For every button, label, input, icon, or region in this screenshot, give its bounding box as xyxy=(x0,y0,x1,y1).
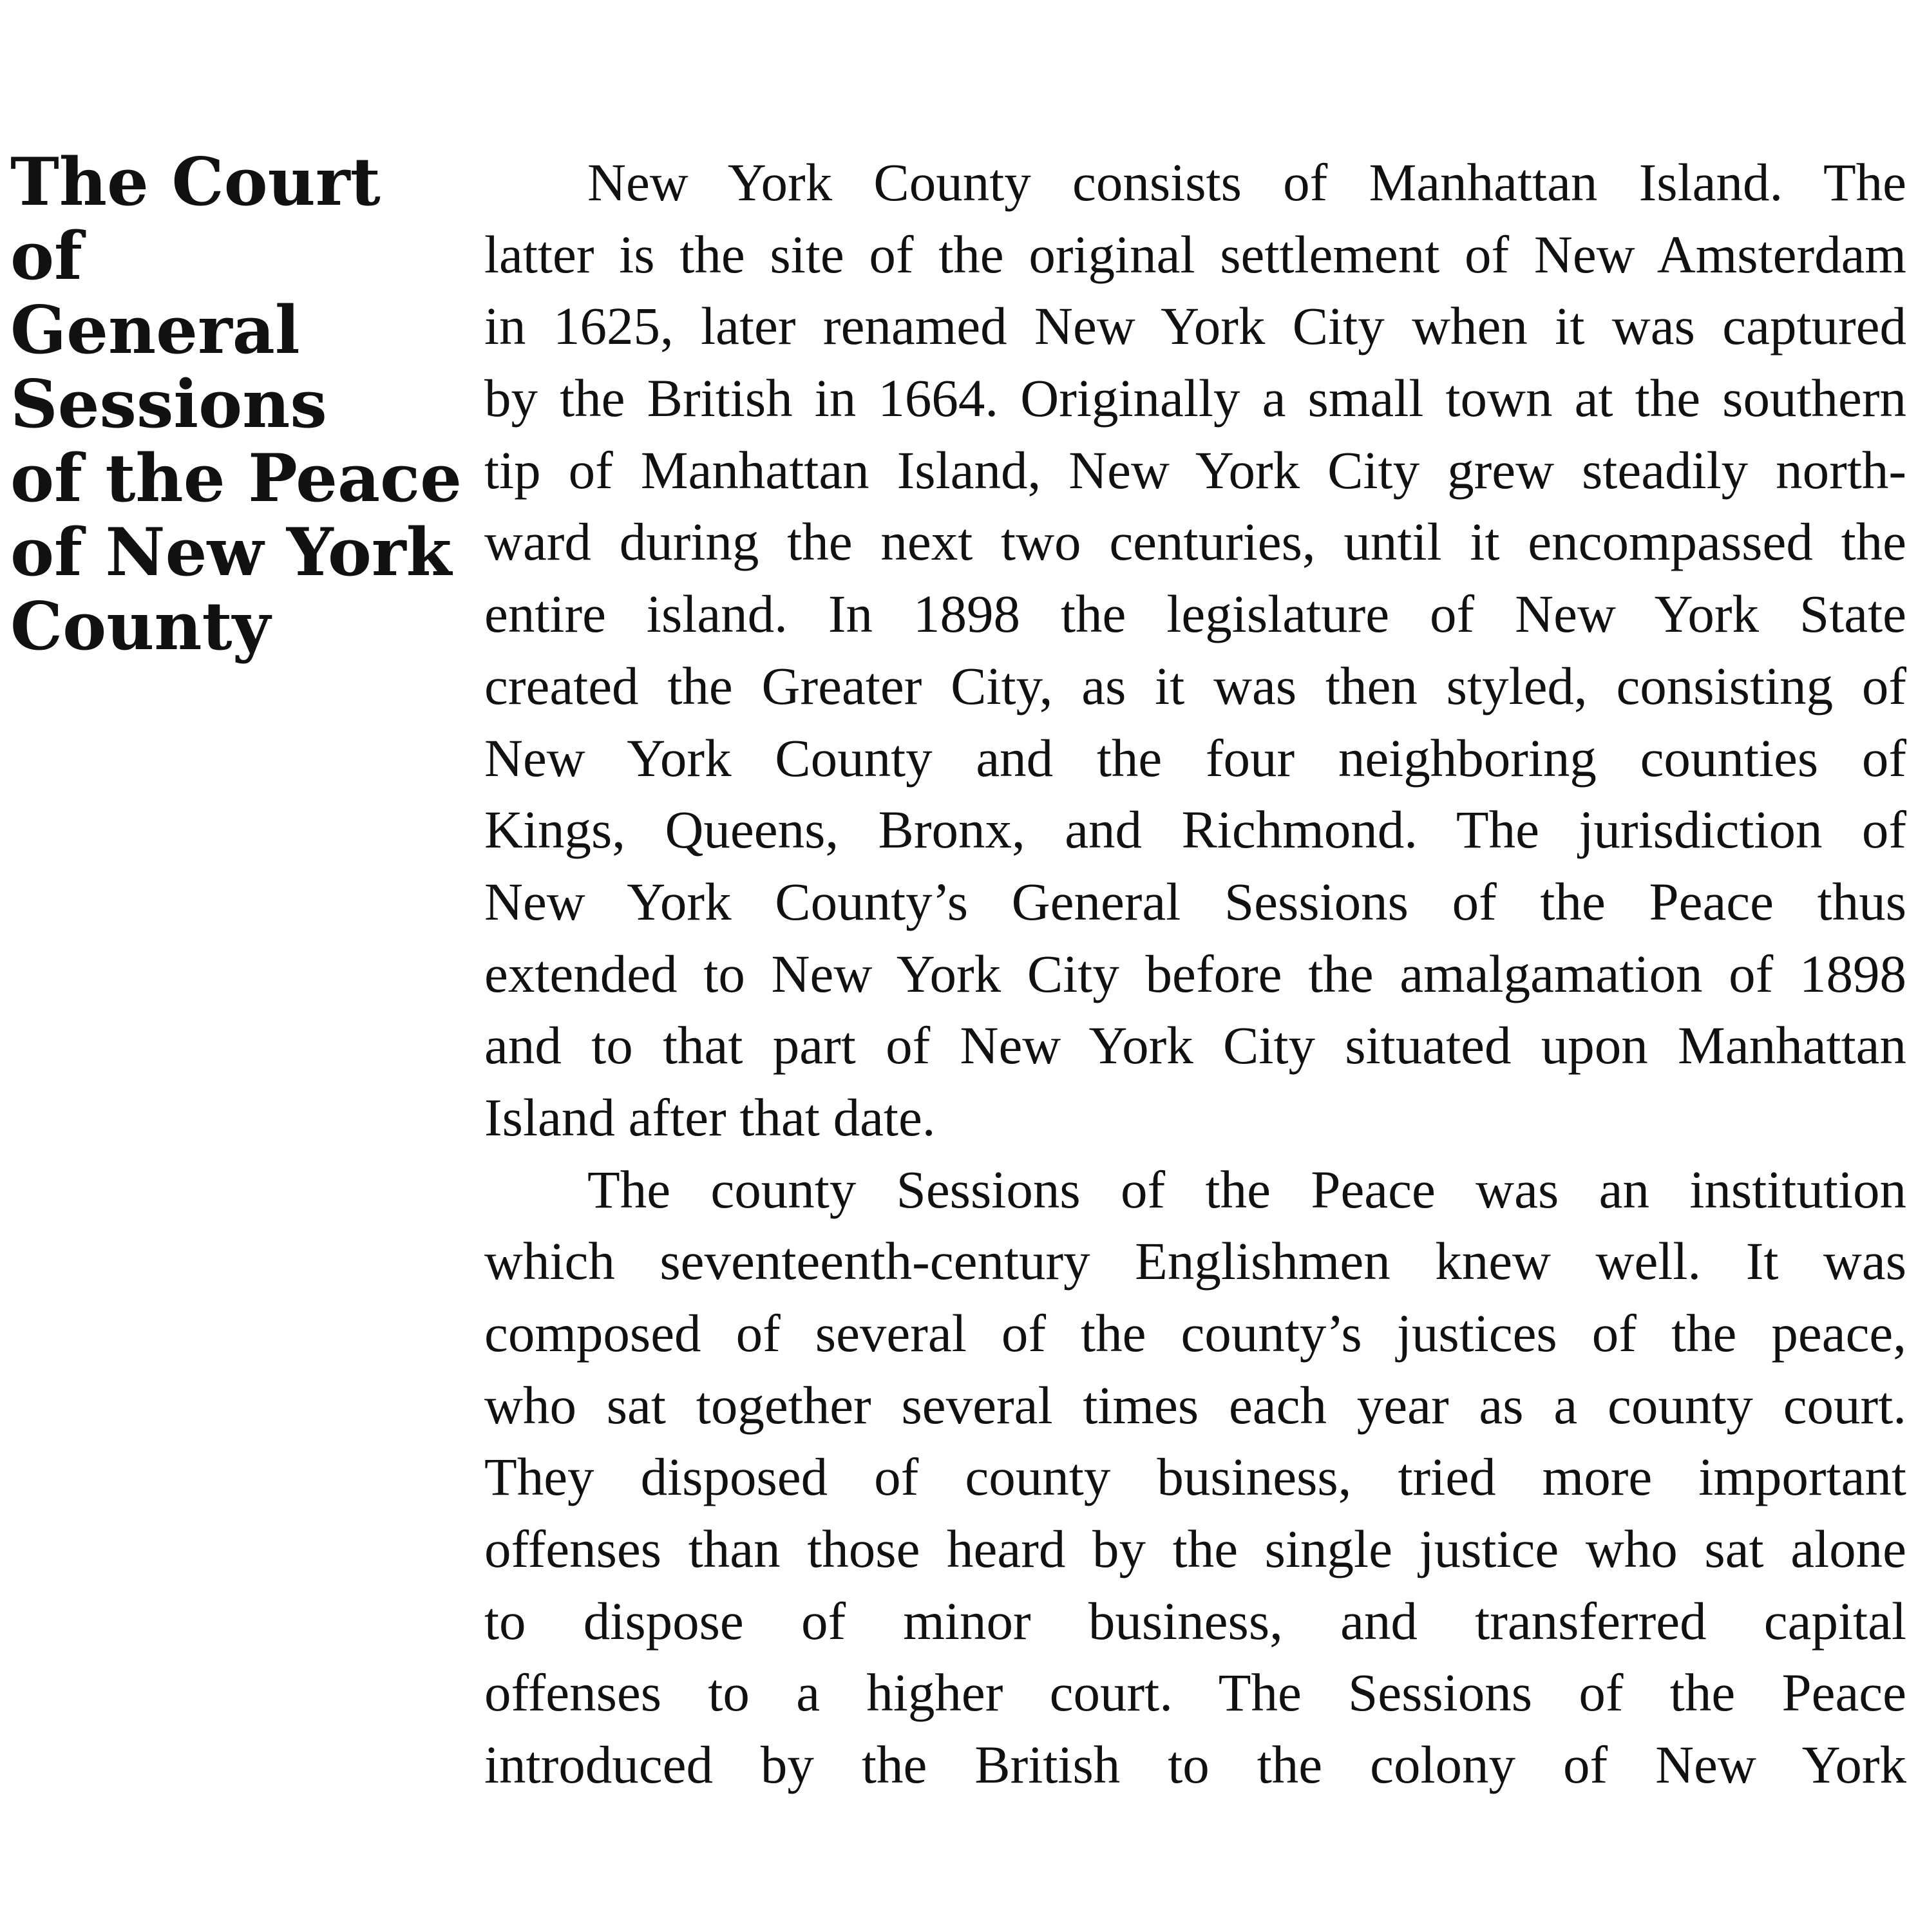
text-line: in 1625, later renamed New York City when it was captured xyxy=(484,296,1906,356)
text-line: Kings, Queens, Bronx, and Richmond. The jurisdiction of xyxy=(484,800,1906,860)
section-heading xyxy=(10,146,461,664)
text-line: latter is the site of the original settlement of New Amsterdam xyxy=(484,224,1906,284)
text-line: and to that part of New York City situated upon Manhattan xyxy=(484,1016,1906,1075)
text-line: by the British in 1664. Originally a small town at the southern xyxy=(484,368,1906,428)
heading-line: of the Peace xyxy=(10,440,462,517)
heading-line: General xyxy=(10,292,300,369)
text-line: composed of several of the county’s justices of the peace, xyxy=(484,1303,1906,1363)
text-line: introduced by the British to the colony of New York xyxy=(484,1735,1906,1795)
text-line: They disposed of county business, tried more important xyxy=(484,1447,1906,1507)
heading-line: The Court xyxy=(10,144,381,221)
text-line: Island after that date. xyxy=(484,1087,936,1147)
text-line: tip of Manhattan Island, New York City grew steadily north- xyxy=(484,440,1906,500)
text-line: extended to New York City before the amalgamation of 1898 xyxy=(484,943,1906,1003)
text-line: New York County and the four neighboring counties of xyxy=(484,728,1906,788)
heading-line: of New York xyxy=(10,514,452,591)
text-line: New York County’s General Sessions of the Peace thus xyxy=(484,871,1906,931)
heading-line: Sessions xyxy=(10,366,327,443)
text-line: which seventeenth-century Englishmen knew well. It was xyxy=(484,1231,1906,1291)
text-line: offenses to a higher court. The Sessions of the Peace xyxy=(484,1663,1906,1723)
text-line: New York County consists of Manhattan Island. The xyxy=(587,153,1906,212)
text-line: to dispose of minor business, and transferred capital xyxy=(484,1591,1906,1651)
paragraph-2 xyxy=(484,1154,1906,1801)
text-line: ward during the next two centuries, until it encompassed the xyxy=(484,512,1906,572)
paragraph-1 xyxy=(484,147,1906,1154)
text-line: entire island. In 1898 the legislature of New York State xyxy=(484,584,1906,644)
text-line: offenses than those heard by the single justice who sat alone xyxy=(484,1519,1906,1579)
body-text xyxy=(484,147,1906,1801)
text-line: who sat together several times each year as a county court. xyxy=(484,1375,1906,1435)
text-line: created the Greater City, as it was then styled, consisting of xyxy=(484,656,1906,715)
heading-line: of xyxy=(10,218,82,295)
text-line: The county Sessions of the Peace was an institution xyxy=(587,1159,1906,1219)
heading-line: County xyxy=(10,588,271,665)
